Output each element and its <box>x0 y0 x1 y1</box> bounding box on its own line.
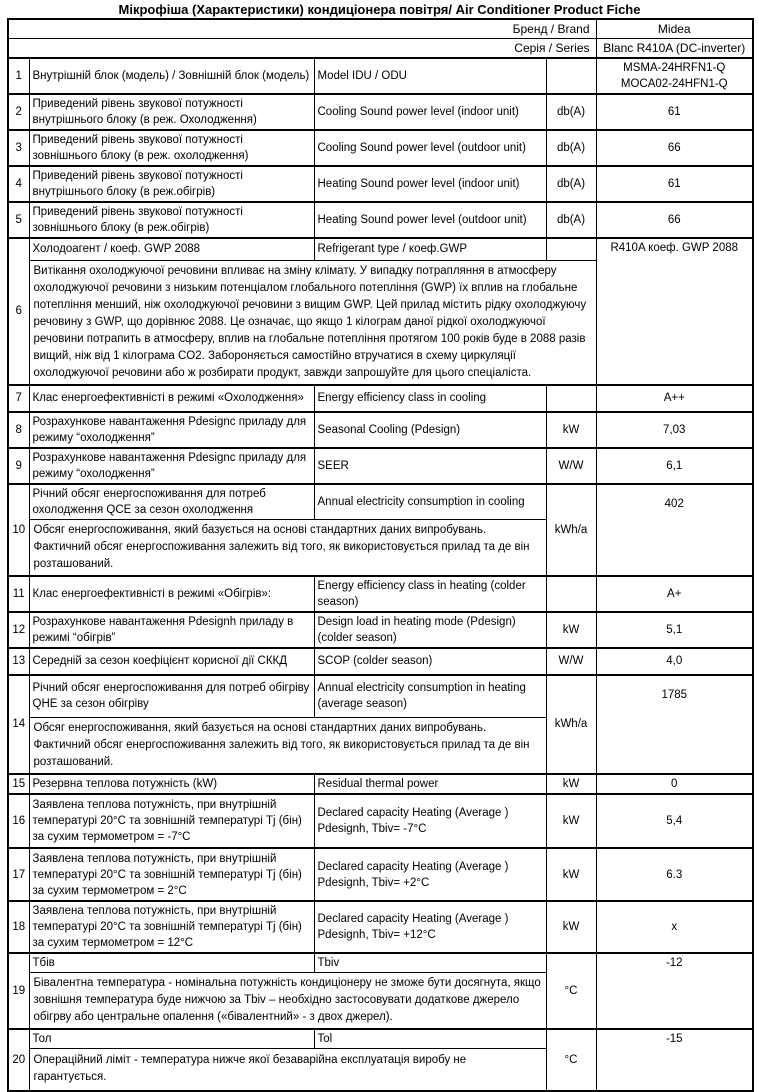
spec-name-uk: Приведений рівень звукової потужності внутрішнього блоку (в реж.обігрів) <box>29 166 314 202</box>
value-cell: -15 <box>596 1029 753 1091</box>
table-row <box>8 675 753 718</box>
unit-cell: db(A) <box>546 130 596 166</box>
page-title: Мікрофіша (Характеристики) кондиціонера повітря/ Air Conditioner Product Fiche <box>118 2 641 17</box>
note-cell: Обсяг енергоспоживання, який базується на основі стандартних даних випробувань. Фактичний обсяг енергоспоживання залежить від того, як використовується прилад та де він розташований. <box>29 718 546 775</box>
table-row <box>8 94 753 130</box>
table-row <box>8 412 753 448</box>
spec-name-en: Annual electricity consumption in cooling <box>314 484 546 520</box>
brand-label: Бренд / Brand <box>8 19 596 39</box>
row-number: 7 <box>8 385 29 412</box>
brand-value: Midea <box>596 19 753 39</box>
spec-name-uk: Клас енергоефективністі в режимі «Охолодження» <box>29 385 314 412</box>
spec-name-en: Cooling Sound power level (indoor unit) <box>314 94 546 130</box>
spec-name-uk: Холодоагент / коеф. GWP 2088 <box>29 238 314 260</box>
spec-name-en: Design load in heating mode (Pdesign) (colder season) <box>314 612 546 648</box>
row-number: 10 <box>8 484 29 576</box>
value-cell: 402 <box>596 484 753 576</box>
spec-name-uk: Річний обсяг енергоспоживання для потреб обігріву QHE за сезон обігріву <box>29 675 314 718</box>
table-row <box>8 794 753 848</box>
unit-cell: kWh/a <box>546 484 596 576</box>
unit-cell: °C <box>546 953 596 1029</box>
spec-name-en: Declared capacity Heating (Average ) Pdesignh, Tbiv= -7°C <box>314 794 546 848</box>
table-row <box>8 953 753 973</box>
row-number: 18 <box>8 901 29 953</box>
unit-cell: kW <box>546 412 596 448</box>
spec-name-en: Annual electricity consumption in heating (average season) <box>314 675 546 718</box>
table-row <box>8 130 753 166</box>
unit-cell <box>546 58 596 94</box>
unit-cell <box>546 385 596 412</box>
table-row <box>8 612 753 648</box>
row-number: 2 <box>8 94 29 130</box>
spec-name-en: Tbiv <box>314 953 546 973</box>
spec-name-en: Seasonal Cooling (Pdesign) <box>314 412 546 448</box>
table-row <box>8 848 753 901</box>
unit-cell: W/W <box>546 648 596 675</box>
table-row <box>8 202 753 238</box>
spec-name-uk: Приведений рівень звукової потужності зовнішнього блоку (в реж. охолодження) <box>29 130 314 166</box>
table-row <box>8 774 753 794</box>
note-cell: Бівалентна температура - номінальна потужність кондиціонеру не зможе бути досягнута, якщо зовнішня температура буде нижчою за Tbiv – необхідно застосовувати додаткове джерело обігрву або центральне опалення («бівалентний» - з двох джерел). <box>29 973 546 1030</box>
unit-cell: °C <box>546 1029 596 1091</box>
spec-name-uk: Заявлена теплова потужність, при внутрішній температурі 20°C та зовнішній температурі Tj (бін) за сухим термометром = -7°C <box>29 794 314 848</box>
row-number: 12 <box>8 612 29 648</box>
spec-name-en: Heating Sound power level (outdoor unit) <box>314 202 546 238</box>
value-cell: 4,0 <box>596 648 753 675</box>
value-cell: 7,03 <box>596 412 753 448</box>
spec-name-uk: Клас енергоефективністі в режимі «Обігрів»: <box>29 576 314 612</box>
series-value: Blanc R410A (DC-inverter) <box>596 39 753 59</box>
unit-cell: kW <box>546 794 596 848</box>
unit-cell: db(A) <box>546 202 596 238</box>
unit-cell: kW <box>546 612 596 648</box>
row-number: 1 <box>8 58 29 94</box>
model-idu: MSMA-24HRFN1-Q <box>623 62 726 74</box>
value-cell: x <box>596 901 753 953</box>
unit-cell: kW <box>546 774 596 794</box>
spec-name-en: Declared capacity Heating (Average ) Pdesignh, Tbiv= +2°C <box>314 848 546 901</box>
series-row <box>8 39 753 59</box>
note-cell: Операційний ліміт - температура нижче якої безаварійна експлуатація виробу не гарантується. <box>29 1049 546 1091</box>
product-fiche-table <box>7 18 754 1092</box>
table-row <box>8 238 753 260</box>
value-cell <box>596 58 753 94</box>
unit-cell: db(A) <box>546 94 596 130</box>
value-cell: 5,4 <box>596 794 753 848</box>
unit-cell <box>546 238 596 260</box>
value-cell: 6,1 <box>596 448 753 484</box>
brand-row <box>8 19 753 39</box>
spec-name-en: Model IDU / ODU <box>314 58 546 94</box>
row-number: 4 <box>8 166 29 202</box>
unit-cell <box>546 576 596 612</box>
value-cell: 5,1 <box>596 612 753 648</box>
value-cell: A+ <box>596 576 753 612</box>
row-number: 16 <box>8 794 29 848</box>
series-label: Серія / Series <box>8 39 596 59</box>
unit-cell: W/W <box>546 448 596 484</box>
spec-name-uk: Розрахункове навантаження Pdesignh приладу в режимі “обігрів” <box>29 612 314 648</box>
spec-name-uk: Заявлена теплова потужність, при внутрішній температурі 20°C та зовнішній температурі Tj (бін) за сухим термометром = 2°C <box>29 848 314 901</box>
value-cell: 61 <box>596 166 753 202</box>
spec-name-en: Declared capacity Heating (Average ) Pdesignh, Tbiv= +12°C <box>314 901 546 953</box>
spec-name-en: SCOP (colder season) <box>314 648 546 675</box>
spec-name-en: Energy efficiency class in cooling <box>314 385 546 412</box>
table-row <box>8 901 753 953</box>
unit-cell: kWh/a <box>546 675 596 775</box>
table-row <box>8 484 753 520</box>
unit-cell: kW <box>546 848 596 901</box>
spec-name-en: Heating Sound power level (indoor unit) <box>314 166 546 202</box>
note-cell: Обсяг енергоспоживання, який базується на основі стандартних даних випробувань. Фактичний обсяг енергоспоживання залежить від того, як використовується прилад та де він розташований. <box>29 519 546 576</box>
value-cell: 0 <box>596 774 753 794</box>
spec-name-en: Energy efficiency class in heating (colder season) <box>314 576 546 612</box>
row-number: 8 <box>8 412 29 448</box>
row-number: 19 <box>8 953 29 1029</box>
table-row <box>8 166 753 202</box>
row-number: 3 <box>8 130 29 166</box>
row-number: 14 <box>8 675 29 775</box>
row-number: 9 <box>8 448 29 484</box>
row-number: 5 <box>8 202 29 238</box>
row-number: 6 <box>8 238 29 385</box>
value-cell: 1785 <box>596 675 753 775</box>
value-cell: -12 <box>596 953 753 1029</box>
table-row <box>8 648 753 675</box>
value-cell: 66 <box>596 130 753 166</box>
spec-name-en: Tol <box>314 1029 546 1049</box>
row-number: 11 <box>8 576 29 612</box>
table-row <box>8 58 753 94</box>
spec-name-uk: Середній за сезон коефіцієнт корисної дії СККД <box>29 648 314 675</box>
spec-name-uk: Внутрішній блок (модель) / Зовнішній блок (модель) <box>29 58 314 94</box>
spec-name-uk: Тол <box>29 1029 314 1049</box>
spec-name-en: Refrigerant type / коеф.GWP <box>314 238 546 260</box>
unit-cell: db(A) <box>546 166 596 202</box>
row-number: 13 <box>8 648 29 675</box>
spec-name-uk: Приведений рівень звукової потужності внутрішнього блоку (в реж. Охолодження) <box>29 94 314 130</box>
row-number: 17 <box>8 848 29 901</box>
row-number: 20 <box>8 1029 29 1091</box>
table-row <box>8 448 753 484</box>
spec-name-en: Residual thermal power <box>314 774 546 794</box>
value-cell: R410A коеф. GWP 2088 <box>596 238 753 385</box>
row-number: 15 <box>8 774 29 794</box>
table-row <box>8 385 753 412</box>
spec-name-uk: Заявлена теплова потужність, при внутрішній температурі 20°C та зовнішній температурі Tj (бін) за сухим термометром = 12°C <box>29 901 314 953</box>
value-cell: 66 <box>596 202 753 238</box>
spec-name-uk: Розрахункове навантаження Pdesignc приладу для режиму “охолодження” <box>29 448 314 484</box>
spec-name-en: SEER <box>314 448 546 484</box>
table-row <box>8 1029 753 1049</box>
spec-name-uk: Річний обсяг енергоспоживання для потреб охолодження QCE за сезон охолодження <box>29 484 314 520</box>
value-cell: 6.3 <box>596 848 753 901</box>
spec-name-en: Cooling Sound power level (outdoor unit) <box>314 130 546 166</box>
value-cell: A++ <box>596 385 753 412</box>
spec-name-uk: Тбів <box>29 953 314 973</box>
table-row <box>8 576 753 612</box>
value-cell: 61 <box>596 94 753 130</box>
unit-cell: kW <box>546 901 596 953</box>
note-cell: Витікання охолоджуючої речовини впливає на зміну клімату. У випадку потрапляння в атмосферу охолоджуючої речовини з низьким потенціалом глобального потепління (GWP) їх вплив на глобальне потепління менший, ніж охолоджуючої речовини з вищим GWP. Цей прилад містить рідку охолоджуючу речовину з GWP, що дорівнює 2088. Це означає, що якщо 1 кілограм даної рідкої охолоджуючої речовини потрапить в атмосферу, вплив на глобальне потепління протягом 100 років буде в 2088 разів вищий, ніж від 1 кілограма CO2. Забороняється самостійно втручатися в схему циркуляції охолоджуючої речовини або ж розбирати продукт, завжди запрошуйте для цього спеціаліста. <box>29 260 596 385</box>
model-odu: MOCA02-24HFN1-Q <box>620 78 728 90</box>
spec-name-uk: Приведений рівень звукової потужності зовнішнього блоку (в реж.обігрів) <box>29 202 314 238</box>
spec-name-uk: Розрахункове навантаження Pdesignc приладу для режиму “охолодження” <box>29 412 314 448</box>
spec-name-uk: Резервна теплова потужність (kW) <box>29 774 314 794</box>
